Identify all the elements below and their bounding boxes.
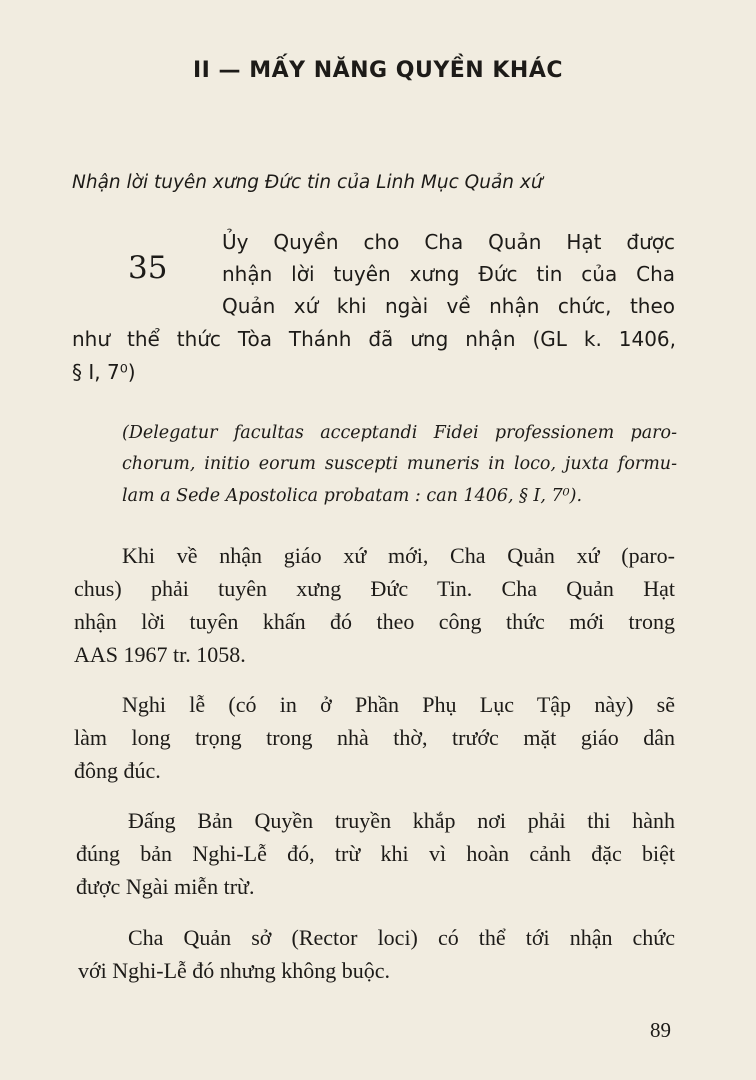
paragraph-line: Khi về nhận giáo xứ mới, Cha Quản xứ (paro- — [122, 543, 675, 568]
paragraph-line: AAS 1967 tr. 1058. — [74, 642, 246, 667]
section-heading: II — MẤY NĂNG QUYỀN KHÁC — [193, 58, 563, 83]
canon-number: 35 — [128, 250, 168, 286]
paragraph-line: đông đúc. — [74, 758, 161, 783]
paragraph-line: chus) phải tuyên xưng Đức Tin. Cha Quản Hạt — [74, 576, 675, 601]
paragraph-line: với Nghi-Lễ đó nhưng không buộc. — [78, 958, 390, 983]
canon-text-line: như thể thức Tòa Thánh đã ưng nhận (GL k. 1406, — [72, 327, 676, 351]
canon-text-line: § I, 7⁰) — [72, 360, 136, 384]
paragraph-line: Cha Quản sở (Rector loci) có thể tới nhận chức — [128, 925, 675, 950]
latin-text-line: lam a Sede Apostolica probatam : can 1406, § I, 7⁰). — [122, 486, 583, 506]
canon-text-line: Quản xứ khi ngài về nhận chức, theo — [222, 294, 675, 318]
subsection-title: Nhận lời tuyên xưng Đức tin của Linh Mục Quản xứ — [72, 172, 543, 193]
paragraph-line: Đấng Bản Quyền truyền khắp nơi phải thi hành — [128, 808, 675, 833]
paragraph-line: làm long trọng trong nhà thờ, trước mặt giáo dân — [74, 725, 675, 750]
latin-text-line: (Delegatur facultas acceptandi Fidei professionem paro- — [122, 423, 677, 443]
canon-text-line: Ủy Quyền cho Cha Quản Hạt được — [222, 230, 675, 254]
page-number: 89 — [650, 1018, 671, 1042]
canon-text-line: nhận lời tuyên xưng Đức tin của Cha — [222, 262, 675, 286]
paragraph-line: đúng bản Nghi-Lễ đó, trừ khi vì hoàn cảnh đặc biệt — [76, 841, 675, 866]
paragraph-line: được Ngài miễn trừ. — [76, 874, 255, 899]
latin-text-line: chorum, initio eorum suscepti muneris in loco, juxta formu- — [122, 454, 677, 474]
paragraph-line: Nghi lễ (có in ở Phần Phụ Lục Tập này) sẽ — [122, 692, 675, 717]
paragraph-line: nhận lời tuyên khấn đó theo công thức mới trong — [74, 609, 675, 634]
